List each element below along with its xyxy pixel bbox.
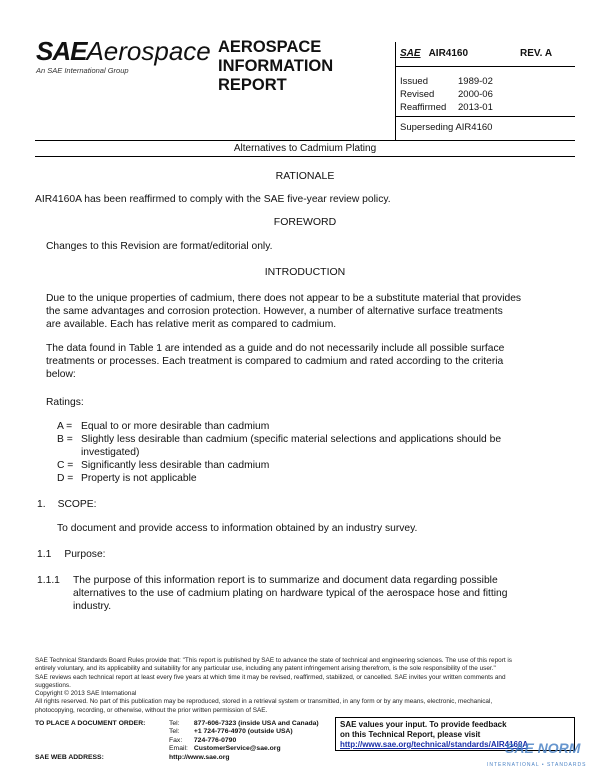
- rationale-text: AIR4160A has been reaffirmed to comply with the SAE five-year review policy.: [35, 194, 391, 205]
- purpose-heading: 1.1 Purpose:: [37, 549, 106, 560]
- logo-aerospace-word: Aerospace: [86, 36, 211, 66]
- foreword-heading: FOREWORD: [273, 216, 337, 228]
- title-rule-top: [35, 140, 575, 141]
- title-rule-bottom: [35, 156, 575, 157]
- rating-item: A = Equal to or more desirable than cadmium: [57, 421, 270, 432]
- purpose-item: 1.1.1 The purpose of this information report is to summarize and document data regarding possible alternatives to the use of cadmium plating on hardware typical of the aerospace hose and fitting industry.: [37, 575, 508, 612]
- rationale-heading: RATIONALE: [275, 170, 335, 182]
- scope-text: To document and provide access to information obtained by an industry survey.: [57, 523, 418, 534]
- date-row-revised: Revised 2000-06: [400, 89, 493, 100]
- order-contact-table: TO PLACE A DOCUMENT ORDER: Tel: 877-606-7323 (inside USA and Canada) Tel: +1 724-776-4970 (outside USA) Fax: 724-776-0790 Email: CustomerService@sae.org SAE WEB ADDRESS: http://www.sae.org: [35, 720, 325, 762]
- stamp-subtitle: INTERNATIONAL • STANDARDS: [487, 762, 587, 768]
- feedback-box: SAE values your input. To provide feedback on this Technical Report, please visit http://www.sae.org/technical/standards/AIR4160A: [335, 717, 575, 751]
- footer-copyright: Copyright © 2013 SAE International: [35, 690, 137, 698]
- intro-paragraph-1: Due to the unique properties of cadmium, there does not appear to be a substitute material that provides the same advantages and corrosion protection. However, a number of alternative surface treatments are available. Each has relative merit as compared to cadmium.: [46, 293, 522, 330]
- superseding-note: Superseding AIR4160: [400, 122, 493, 133]
- date-row-issued: Issued 1989-02: [400, 76, 493, 87]
- rating-item: B = Slightly less desirable than cadmium (specific material selections and applications should be investigated): [57, 434, 502, 458]
- doc-type-line-2: INFORMATION: [218, 57, 334, 75]
- phone-link[interactable]: +1 724-776-4970 (outside USA): [193, 728, 293, 736]
- fax-number: 724-776-0790: [193, 736, 237, 744]
- logo-subtitle: An SAE International Group: [36, 66, 129, 75]
- feedback-link[interactable]: http://www.sae.org/technical/standards/AIR4160A: [340, 740, 529, 749]
- scope-heading: 1. SCOPE:: [37, 499, 97, 510]
- doc-prefix: SAE: [400, 48, 421, 59]
- phone-link[interactable]: 877-606-7323 (inside USA and Canada): [193, 720, 319, 727]
- header-divider: [395, 66, 575, 67]
- date-list: [400, 75, 493, 114]
- foreword-text: Changes to this Revision are format/editorial only.: [46, 241, 273, 252]
- date-row-reaffirmed: Reaffirmed 2013-01: [400, 102, 493, 113]
- document-number: [400, 48, 468, 59]
- web-label: SAE WEB ADDRESS:: [35, 753, 104, 761]
- email-link[interactable]: CustomerService@sae.org: [193, 745, 281, 753]
- order-label: TO PLACE A DOCUMENT ORDER:: [35, 720, 146, 727]
- rating-item: D = Property is not applicable: [57, 473, 197, 484]
- doc-type-line-1: AEROSPACE: [218, 38, 322, 56]
- purpose-item-number: 1.1.1: [37, 575, 60, 586]
- rating-item: C = Significantly less desirable than cadmium: [57, 460, 270, 471]
- ratings-label: Ratings:: [46, 397, 84, 408]
- sae-logo: SAEAerospace: [36, 36, 211, 66]
- introduction-heading: INTRODUCTION: [264, 266, 346, 278]
- document-title: Alternatives to Cadmium Plating: [233, 143, 377, 154]
- doc-type-line-3: REPORT: [218, 76, 287, 94]
- footer-policy: SAE Technical Standards Board Rules provide that: "This report is published by SAE to advance the state of technical and engineering sciences. The use of this report is entirely voluntary, and its applicability and suitability for any particular use, including any patent infringement arising therefrom, is the sole responsibility of the user." SAE reviews each technical report at least every five years at which time it may be revised, reaffirmed, stabilized, or cancelled. SAE invites your written comments and suggestions. Copyright © 2013 SAE International All rights reserved. No part of this publication may be reproduced, stored in a retrieval system or transmitted, in any form or by any means, electronic, mechanical, photocopying, recording, or otherwise, without the prior written permission of SAE.: [35, 657, 575, 715]
- web-address-link[interactable]: http://www.sae.org: [169, 753, 230, 761]
- ratings-list: [57, 420, 501, 485]
- intro-paragraph-2: The data found in Table 1 are intended as a guide and do not necessarily include all possible surface treatments or processes. Each treatment is compared to cadmium and rated according to the criteria below:: [46, 343, 505, 380]
- header-divider: [395, 116, 575, 117]
- sae-norm-stamp: SAE NORM: [505, 740, 581, 756]
- doc-number-value: AIR4160: [428, 48, 469, 59]
- revision-label: REV. A: [520, 48, 553, 59]
- document-type: [218, 38, 333, 95]
